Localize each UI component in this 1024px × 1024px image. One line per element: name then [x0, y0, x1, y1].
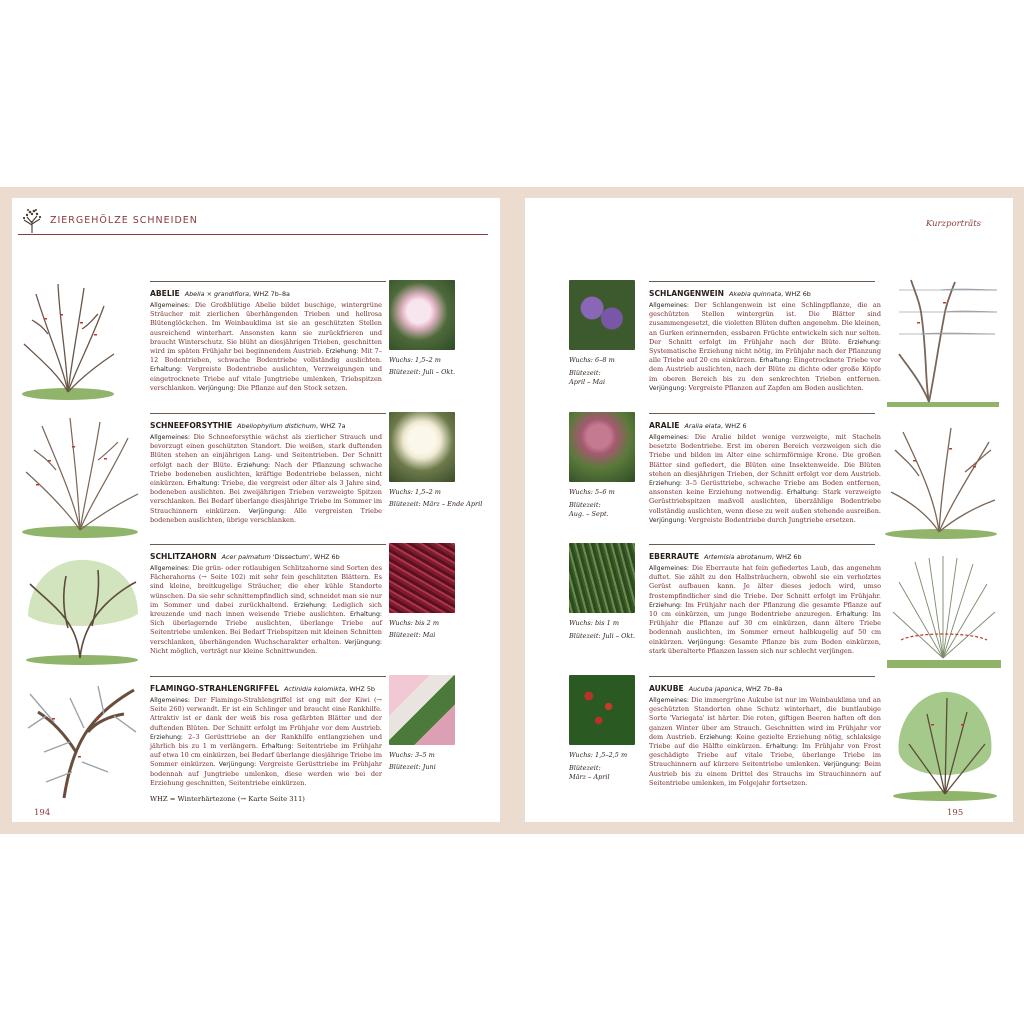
- bloom-time: April – Mai: [569, 378, 606, 386]
- entry-title: [150, 684, 375, 693]
- left-page: [12, 198, 500, 822]
- plant-name: ARALIE: [649, 421, 680, 430]
- schlangenwein-pruning-illustration: [885, 272, 1001, 408]
- entry-meta: [569, 356, 615, 387]
- chapter-title: ZIERGEHÖLZE SCHNEIDEN: [50, 215, 198, 226]
- hardiness-zone: , WHZ 6b: [781, 290, 811, 298]
- bloom-label: Blütezeit:: [389, 763, 421, 771]
- entry-title: [150, 552, 340, 561]
- entry-separator: [649, 544, 875, 545]
- eberraute-photo: [569, 543, 635, 613]
- abelie-photo: [389, 280, 455, 350]
- flamingo-strahlengriffel-photo: [389, 675, 455, 745]
- schneeforsythie-photo: [389, 412, 455, 482]
- eberraute-pruning-illustration: [885, 552, 1003, 670]
- cultivar-name: 'Dissectum': [270, 553, 310, 561]
- entry-meta: [569, 619, 635, 641]
- plant-name: SCHNEEFORSYTHIE: [150, 421, 233, 430]
- entry-description: Allgemeines: Die immergrüne Aukube ist nur im Weinbauklima und an geschützten Standorten ohne Schutz winterhart, die buntlaubige Sorte 'Variegata' ist härter. Die roten, giftigen Beeren haften oft den ganzen Winter über am Strauch. Geschnitten wird im Frühjahr vor dem Austrieb. Erziehung: Keine gezielte Erziehung nötig, schlaksige Triebe auf die Hälfte einkürzen. Erhaltung: Im Frühjahr von Frost geschädigte Triebe auf vitale Triebe, überlange Triebe im Strauchinnern auf kürzere Seitentriebe umlenken. Verjüngung: Beim Austrieb bis zu einem Drittel des Strauchs im Strauchinnern auf Seitentriebe umlenken, im Folgejahr fortsetzen.: [649, 696, 881, 787]
- schlangenwein-photo: [569, 280, 635, 350]
- chapter-header: [18, 206, 198, 234]
- entry-description: Allgemeines: Die Schneeforsythie wächst als zierlicher Strauch und bevorzugt einen geschützten Standort. Die weißen, stark duftenden Blüten stehen an einjährigen Lang- und Seitentrieben. Der Schnitt erfolgt nach der Blüte. Erziehung: Nach der Pflanzung schwache Triebe bodeneben auslichten, kräftige Bodentriebe belassen, nicht einkürzen. Erhaltung: Triebe, die vergreist oder älter als 3 Jahre sind, bodeneben auslichten. Bei zweijährigen Trieben verzweigte Spitzen verschlanken. Bei Bedarf überlange diesjährige Triebe im Sommer im Strauchinnern einkürzen. Verjüngung: Alle vergreisten Triebe bodeneben auslichten, übrige verschlanken.: [150, 433, 382, 524]
- entry-title: [649, 684, 783, 693]
- bloom-label: Blütezeit:: [389, 500, 421, 508]
- bloom-time: Juli – Okt.: [602, 632, 636, 640]
- growth-height: Wuchs: bis 2 m: [389, 619, 440, 627]
- botanical-name: Artemisia abrotanum: [704, 553, 772, 561]
- hardiness-zone: , WHZ 7b–8a: [741, 685, 783, 693]
- entry-separator: [150, 413, 386, 414]
- schlitzahorn-pruning-illustration: [20, 556, 144, 666]
- page-number: 195: [947, 808, 964, 818]
- schlitzahorn-photo: [389, 543, 455, 613]
- entry-title: [649, 552, 802, 561]
- abelie-pruning-illustration: [18, 274, 118, 402]
- footnote: WHZ = Winterhärtezone (→ Karte Seite 311): [150, 795, 305, 803]
- entry-description: Allgemeines: Die grün- oder rotlaubigen Schlitzahorne sind Sorten des Fächerahorns (→ Seite 102) mit sehr fein geschlitzten Blättern. Es sind kleine, breitkugelige Sträucher, die eher kühle Standorte wünschen. Da sie sehr schnittempfindlich sind, schneidet man sie nur im Sommer und dabei zurückhaltend. Erziehung: Lediglich sich kreuzende und nach innen weisende Triebe auslichten. Erhaltung: Sich überlagernde Triebe auslichten, überlange Triebe auf Seitentriebe umlenken. Bei Bedarf Triebspitzen mit kleinen Schnitten verschlanken, überhängenden Wuchscharakter erhalten. Verjüngung: Nicht möglich, verträgt nur kleine Schnittwunden.: [150, 564, 382, 655]
- entry-title: [649, 421, 747, 430]
- right-page: [525, 198, 1013, 822]
- entry-meta: [389, 356, 455, 377]
- entry-title: [649, 289, 811, 298]
- hardiness-zone: , WHZ 6: [720, 422, 747, 430]
- section-header: Kurzporträts: [925, 219, 981, 229]
- aukube-pruning-illustration: [887, 684, 1001, 802]
- tree-logo-icon: [18, 206, 46, 234]
- aukube-photo: [569, 675, 635, 745]
- entry-meta: [569, 751, 627, 782]
- hardiness-zone: , WHZ 6b: [771, 553, 802, 561]
- bloom-label: Blütezeit:: [569, 764, 601, 772]
- entry-description: Allgemeines: Die Großblütige Abelie bildet buschige, wintergrüne Sträucher mit zierlichen überhängenden Trieben und hellrosa Blütenglöckchen. Im Weinbauklima ist sie an geschützten Stellen ausreichend winterhart. Ansonsten kann sie zurückfrieren und braucht Winterschutz. Sie blüht an diesjährigen Trieben, geschnitten wird im späten Frühjahr bei beginnendem Austrieb. Erziehung: Mit 7–12 Bodentrieben, schwache Bodentriebe vollständig auslichten. Erhaltung: Vergreiste Bodentriebe auslichten, Verzweigungen und eingetrocknete Triebe auf vitale Jungtriebe umlenken, Triebspitzen verschlanken. Verjüngung: Die Pflanze auf den Stock setzen.: [150, 301, 382, 392]
- botanical-name: Actinidia kolomikta: [284, 685, 346, 693]
- entry-separator: [649, 676, 875, 677]
- plant-name: SCHLITZAHORN: [150, 552, 217, 561]
- growth-height: Wuchs: 5–6 m: [569, 488, 615, 496]
- bloom-time: Juli – Okt.: [422, 368, 456, 376]
- entry-separator: [649, 281, 875, 282]
- aralie-photo: [569, 412, 635, 482]
- entry-separator: [150, 544, 386, 545]
- entry-meta: [389, 619, 439, 640]
- page-number: 194: [34, 808, 51, 818]
- bloom-time: März – April: [569, 773, 610, 781]
- bloom-label: Blütezeit:: [569, 632, 601, 640]
- schneeforsythie-pruning-illustration: [18, 410, 142, 540]
- bloom-label: Blütezeit:: [389, 631, 421, 639]
- bloom-time: Mai: [422, 631, 436, 639]
- botanical-name: Aucuba japonica: [688, 685, 742, 693]
- plant-name: AUKUBE: [649, 684, 684, 693]
- plant-name: ABELIE: [150, 289, 180, 298]
- bloom-label: Blütezeit:: [389, 368, 421, 376]
- botanical-name: Abelia × grandiflora: [184, 290, 250, 298]
- growth-height: Wuchs: 1,5–2 m: [389, 488, 441, 496]
- hardiness-zone: , WHZ 7a: [316, 422, 346, 430]
- bloom-label: Blütezeit:: [569, 501, 601, 509]
- bloom-time: Aug. – Sept.: [569, 510, 609, 518]
- entry-description: Allgemeines: Die Eberraute hat fein gefiedertes Laub, das angenehm duftet. Sie zählt zu den Halbsträuchern, obwohl sie ein verholztes Gerüst aufbauen kann. Je älter dieses jedoch wird, umso frostempfindlicher sind die Triebe. Der Schnitt erfolgt im Frühjahr. Erziehung: Im Frühjahr nach der Pflanzung die gesamte Pflanze auf 10 cm einkürzen, um junge Bodentriebe anzuregen. Erhaltung: Im Frühjahr die Pflanze auf 30 cm einkürzen, dann ältere Triebe bodennah auslichten, im Sommer erneut halbkugelig auf 50 cm einkürzen. Verjüngung: Gesamte Pflanze bis zum Boden einkürzen, stark überalterte Pflanzen lassen sich nur schlecht verjüngen.: [649, 564, 881, 655]
- entry-description: Allgemeines: Die Aralie bildet wenige verzweigte, mit Stacheln besetzte Bodentriebe. Erst im oberen Bereich verzweigen sich die Triebe und bilden im Alter eine schirmförmige Krone. Die großen Blätter sind gefiedert, die Blüten eine Insektenweide. Die Blüten stehen an diesjährigen Trieben, der Schnitt erfolgt vor dem Austrieb. Erziehung: 3–5 Gerüsttriebe, schwache Triebe am Boden entfernen, ansonsten keine Erziehung notwendig. Erhaltung: Stark verzweigte Gerüsttriebspitzen maßvoll auslichten, überzählige Bodentriebe vollständig auslichten, wenn diese zu weit außen stehende ausreißen. Verjüngung: Vergreiste Bodentriebe durch Jungtriebe ersetzen.: [649, 433, 881, 524]
- entry-description: Allgemeines: Der Schlangenwein ist eine Schlingpflanze, die an geschützten Stellen wintergrün ist. Die Blätter sind zusammengesetzt, die violetten Blüten duften angenehm. Die kleinen, an Gurken erinnernden, essbaren Früchte entwickeln sich nur selten. Der Schnitt erfolgt im Frühjahr nach der Blüte. Erziehung: Systematische Erziehung nicht nötig, im Frühjahr nach der Pflanzung alle Triebe auf 20 cm einkürzen. Erhaltung: Eingetrocknete Triebe vor dem Austrieb auslichten, nach der Blüte zu dichte oder große Köpfe im oberen Bereich bis zu den senkrechten Trieben entfernen. Verjüngung: Vergreiste Pflanzen auf Zapfen am Boden auslichten.: [649, 301, 881, 392]
- entry-title: [150, 421, 346, 430]
- botanical-name: Aralia elata: [684, 422, 721, 430]
- growth-height: Wuchs: 6–8 m: [569, 356, 615, 364]
- bloom-label: Blütezeit:: [569, 369, 601, 377]
- entry-meta: [389, 751, 436, 772]
- plant-name: FLAMINGO-STRAHLENGRIFFEL: [150, 684, 280, 693]
- botanical-name: Abeliophyllum distichum: [237, 422, 316, 430]
- entry-meta: [569, 488, 615, 519]
- bloom-time: Juni: [422, 763, 436, 771]
- aralie-pruning-illustration: [881, 420, 1003, 540]
- growth-height: Wuchs: 3–5 m: [389, 751, 435, 759]
- hardiness-zone: , WHZ 5b: [345, 685, 375, 693]
- plant-name: SCHLANGENWEIN: [649, 289, 724, 298]
- growth-height: Wuchs: bis 1 m: [569, 619, 620, 627]
- hardiness-zone: , WHZ 7b–8a: [249, 290, 290, 298]
- entry-separator: [150, 281, 386, 282]
- botanical-name: Acer palmatum: [221, 553, 271, 561]
- header-rule: [18, 234, 488, 235]
- entry-title: [150, 289, 290, 298]
- entry-meta: [389, 488, 482, 509]
- growth-height: Wuchs: 1,5–2 m: [389, 356, 441, 364]
- growth-height: Wuchs: 1,5–2,5 m: [569, 751, 628, 759]
- flamingo-strahlengriffel-pruning-illustration: [24, 682, 138, 802]
- botanical-name: Akebia quinnata: [729, 290, 782, 298]
- bloom-time: März – Ende April: [422, 500, 483, 508]
- entry-separator: [649, 413, 875, 414]
- entry-separator: [150, 676, 386, 677]
- hardiness-zone: , WHZ 6b: [309, 553, 340, 561]
- entry-description: Allgemeines: Der Flamingo-Strahlengriffel ist eng mit der Kiwi (→ Seite 260) verwandt. Er ist ein Schlinger und braucht eine Rankhilfe. Attraktiv ist er dank der weiß bis rosa gefärbten Blätter und der duftenden Blüten. Der Schnitt erfolgt im Frühjahr vor dem Austrieb. Erziehung: 2–3 Gerüsttriebe an der Rankhilfe entlangziehen und jährlich bis zu 1 m verlängern. Erhaltung: Seitentriebe im Frühjahr auf etwa 10 cm einkürzen, bei Bedarf überlange diesjährige Triebe im Sommer einkürzen. Verjüngung: Vergreiste Gerüsttriebe im Frühjahr bodennah auf Jungtriebe umlenken, diese werden wie bei der Erziehung geschnitten, Seitentriebe einkürzen.: [150, 696, 382, 787]
- plant-name: EBERRAUTE: [649, 552, 700, 561]
